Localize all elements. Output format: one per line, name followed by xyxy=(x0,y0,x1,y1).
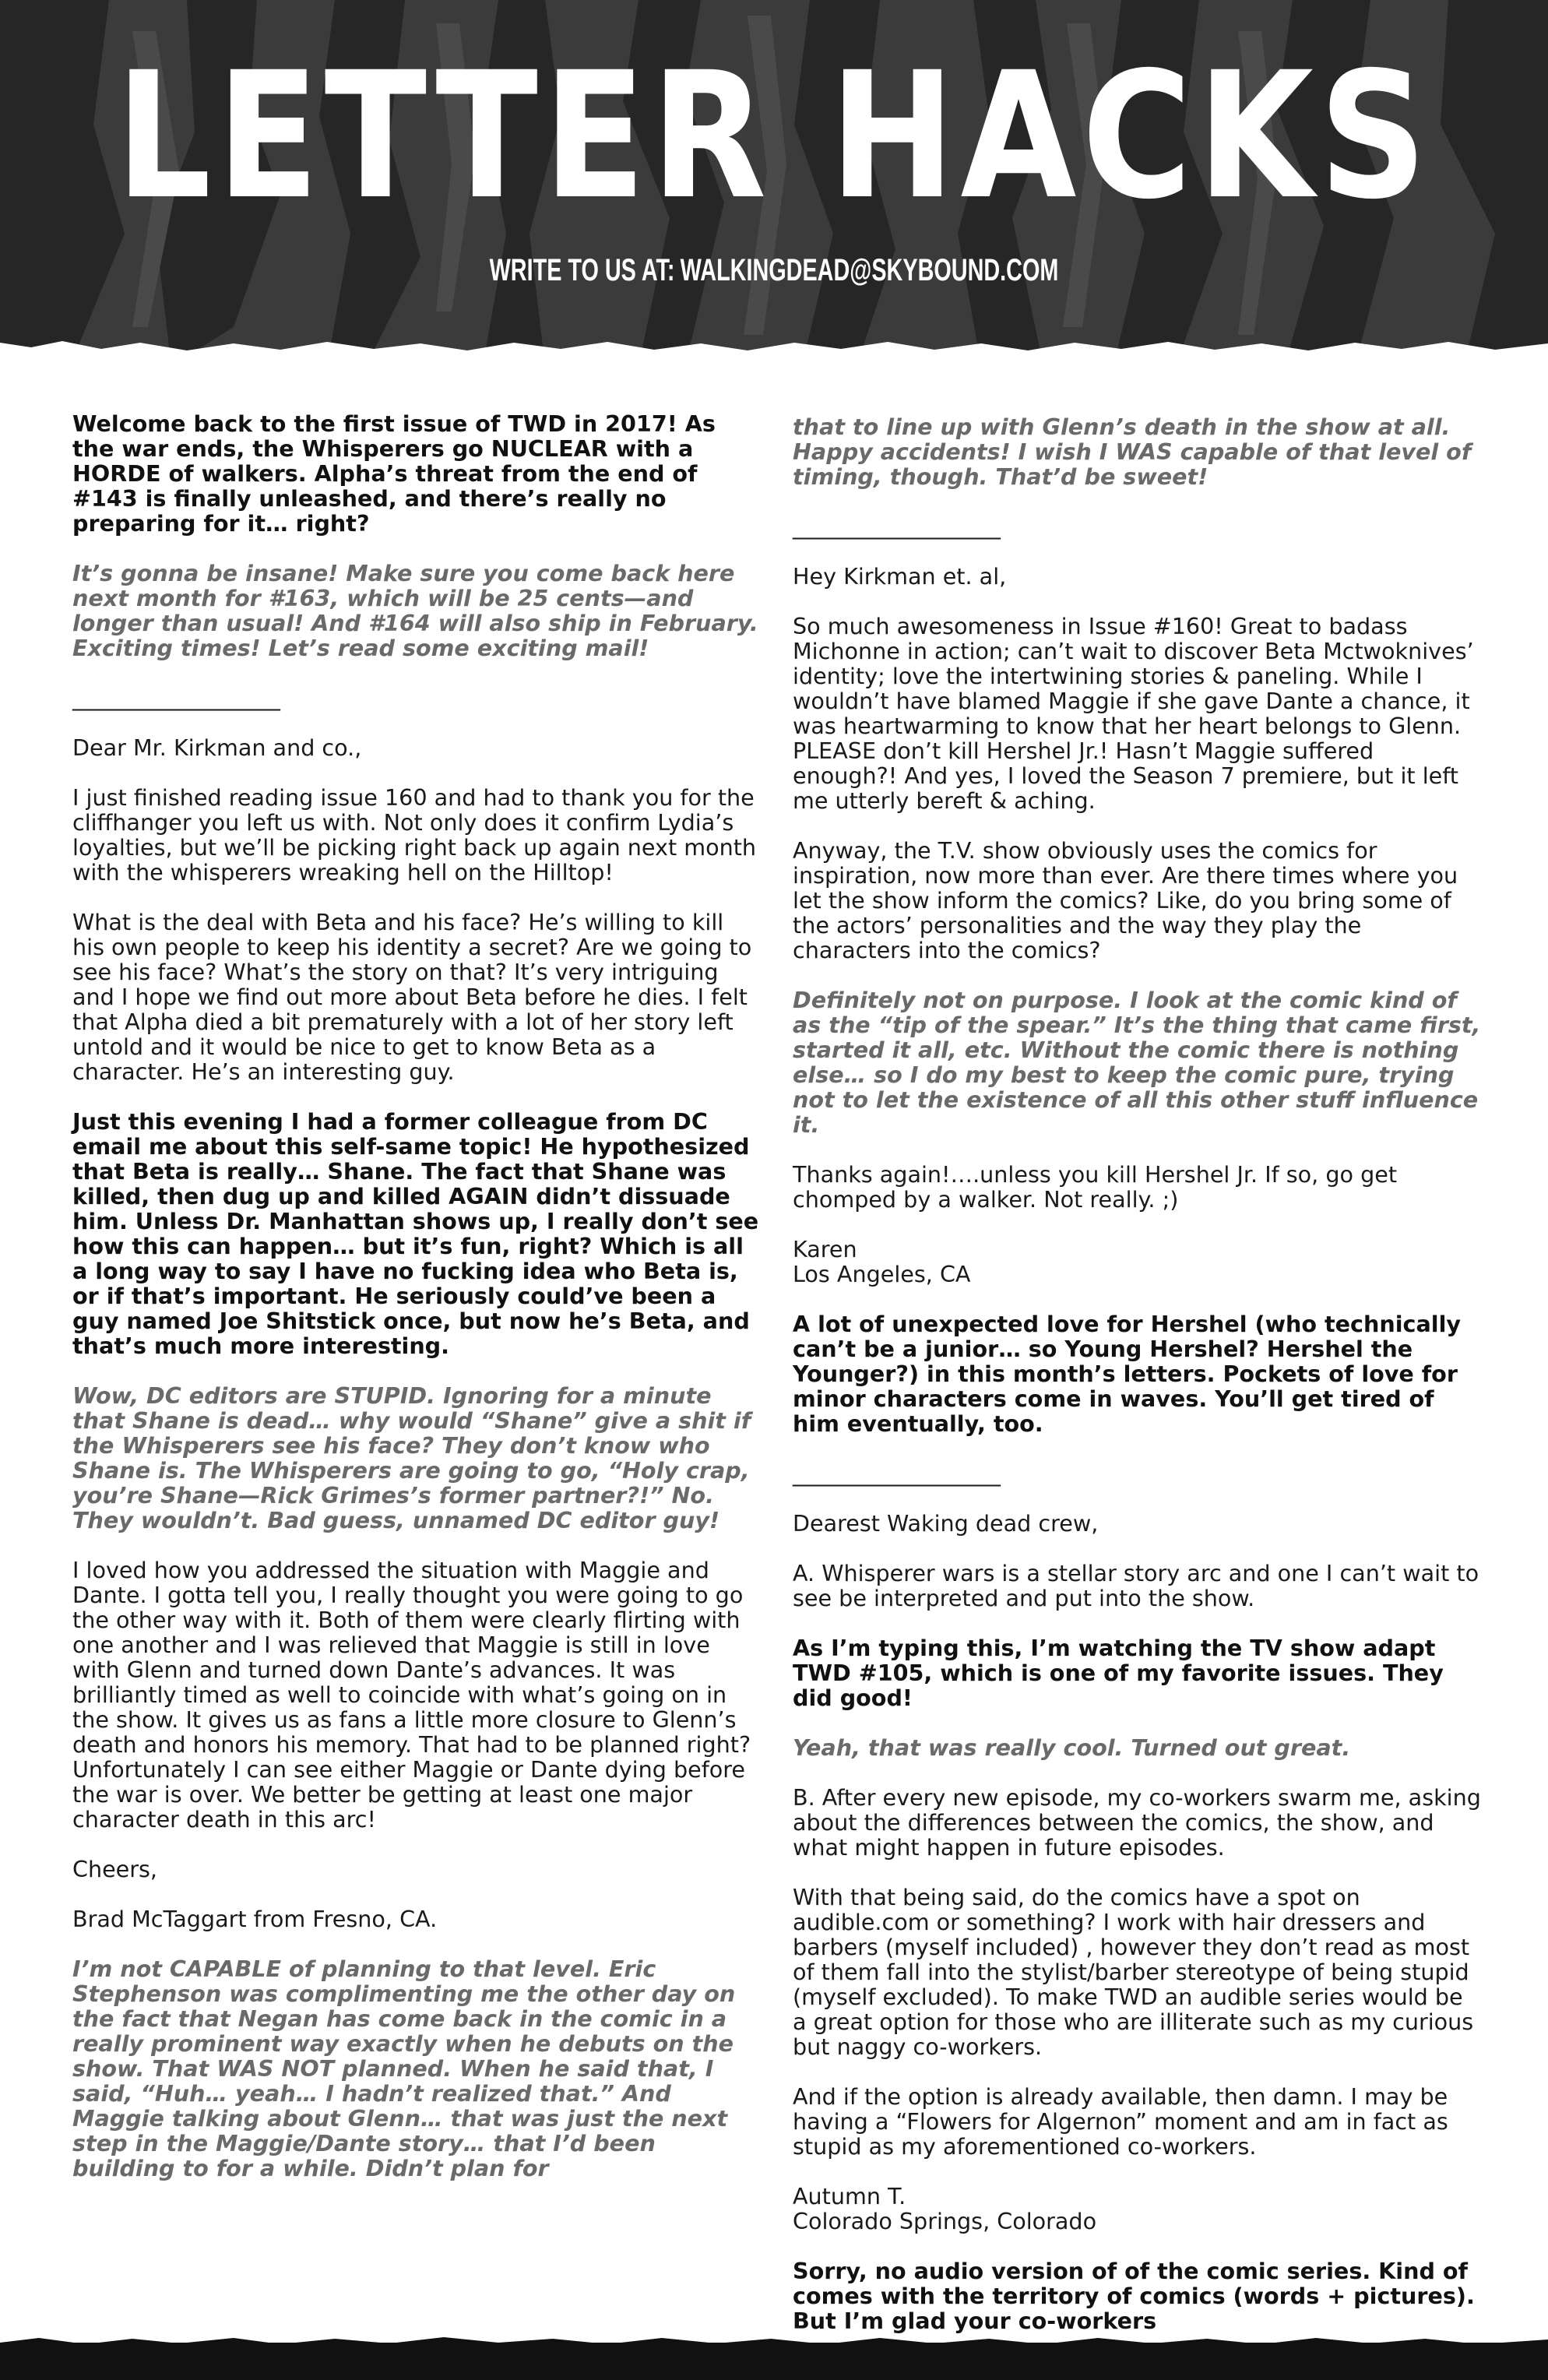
letter-paragraph: Anyway, the T.V. show obviously uses the comics for inspiration, now more than ever. Are there times where you let the show inform the comics? Like, do you bring some of the actors’ personalities and the way they play the characters into the comics? xyxy=(793,837,1458,963)
letter-paragraph: Brad McTaggart from Fresno, CA. xyxy=(72,1906,438,1932)
letter-paragraph: B. After every new episode, my co-workers swarm me, asking about the differences between the comics, the show, and what might happen in future episodes. xyxy=(793,1784,1481,1861)
letter-signature xyxy=(793,2184,1482,2234)
footer-ragged-edge xyxy=(0,2336,1548,2380)
letter-paragraph: Thanks again!….unless you kill Hershel Jr. If so, go get chomped by a walker. Not really. ;) xyxy=(793,1161,1398,1213)
editor-bold-reply: Sorry, no audio version of of the comic series. Kind of comes with the territory of comics (words + pictures). But I’m glad your co-workers xyxy=(793,2258,1475,2334)
editor-italic-reply: Yeah, that was really cool. Turned out great. xyxy=(793,1734,1351,1761)
letter-divider: ____________________ xyxy=(72,685,280,711)
letter-paragraph: With that being said, do the comics have a spot on audible.com or something? I work with hair dressers and barbers (myself included) , however they don’t read as most of them fall into the stylist/barber stereotype of being stupid (myself excluded). To make TWD an audible series would be a great option for those who are illiterate such as my curious but naggy co-workers. xyxy=(793,1884,1474,2060)
letter-paragraph: And if the option is already available, then damn. I may be having a “Flowers for Algernon” moment and am in fact as stupid as my aforementioned co-workers. xyxy=(793,2083,1448,2160)
letter-divider: ____________________ xyxy=(793,513,1000,540)
right-column xyxy=(793,414,1482,2358)
letter-paragraph: I just finished reading issue 160 and had to thank you for the cliffhanger you left us with. Not only does it confirm Lydia’s loyalties, but we’ll be picking right back up again next month with the whisperers wreaking hell on the Hilltop! xyxy=(72,784,757,885)
contact-email: WALKINGDEAD@SKYBOUND.COM xyxy=(680,253,1059,287)
letter-paragraph: So much awesomeness in Issue #160! Great to badass Michonne in action; can’t wait to discover Beta Mctwoknives’ identity; love the intertwining stories & paneling. While I wouldn’t have blamed Maggie if she gave Dante a chance, it was heartwarming to know that her heart belongs to Glenn. PLEASE don’t kill Hershel Jr.! Hasn’t Maggie suffered enough?! And yes, I loved the Season 7 premiere, but it left me utterly bereft & aching. xyxy=(793,613,1474,814)
masthead-banner xyxy=(0,0,1548,366)
contact-prefix: WRITE TO US AT: xyxy=(489,253,675,287)
contact-line xyxy=(216,251,1331,290)
signature-line: Los Angeles, CA xyxy=(793,1261,971,1287)
letter-paragraph: Hey Kirkman et. al, xyxy=(793,563,1007,590)
signature-line: Karen xyxy=(793,1236,857,1262)
letter-paragraph: Dear Mr. Kirkman and co., xyxy=(72,734,362,761)
editor-bold-reply: Welcome back to the first issue of TWD in 2017! As the war ends, the Whisperers go NUCLEAR with a HORDE of walkers. Alpha’s threat from the end of #143 is finally unleashed, and there’s really no preparing for it… right? xyxy=(72,410,716,537)
left-column xyxy=(72,411,762,2206)
editor-bold-reply: A lot of unexpected love for Hershel (who technically can’t be a junior… so Young Hershel? Hershel the Younger?) in this month’s letters. Pockets of love for minor characters come in waves. You’ll get tired of him eventually, too. xyxy=(793,1311,1462,1437)
editor-italic-reply: It’s gonna be insane! Make sure you come back here next month for #163, which will be 25 cents—and longer than usual! And #164 will also ship in February. Exciting times! Let’s read some exciting mail! xyxy=(72,560,758,661)
editor-bold-reply: Just this evening I had a former colleague from DC email me about this self-same topic! He hypothesized that Beta is really… Shane. The fact that Shane was killed, then dug up and killed AGAIN didn’t dissuade him. Unless Dr. Manhattan shows up, I really don’t see how this can happen… but it’s fun, right? Which is all a long way to say I have no fucking idea who Beta is, or if that’s important. He seriously could’ve been a guy named Joe Shitstick once, but now he’s Beta, and that’s much more interesting. xyxy=(72,1108,759,1359)
letter-paragraph: What is the deal with Beta and his face? He’s willing to kill his own people to keep his identity a secret? Are we going to see his face? What’s the story on that? It’s very intriguing and I hope we find out more about Beta before he dies. I felt that Alpha died a bit prematurely with a lot of her story left untold and it would be nice to get to know Beta as a character. He’s an interesting guy. xyxy=(72,909,752,1085)
footer-bar xyxy=(0,2343,1548,2380)
letter-paragraph: Dearest Waking dead crew, xyxy=(793,1510,1099,1537)
letter-paragraph: A. Whisperer wars is a stellar story arc and one I can’t wait to see be interpreted and put into the show. xyxy=(793,1560,1479,1611)
letter-paragraph: I loved how you addressed the situation with Maggie and Dante. I gotta tell you, I really thought you were going to go the other way with it. Both of them were clearly flirting with one another and I was relieved that Maggie is still in love with Glenn and turned down Dante’s advances. It was brilliantly timed as well to coincide with what’s going on in the show. It gives us as fans a little more closure to Glenn’s death and honors his memory. That had to be planned right? Unfortunately I can see either Maggie or Dante dying before the war is over. We better be getting at least one major character death in this arc! xyxy=(72,1557,751,1833)
letter-paragraph: Cheers, xyxy=(72,1856,158,1882)
editor-italic-reply: Wow, DC editors are STUPID. Ignoring for a minute that Shane is dead… why would “Shane” give a shit if the Whisperers see his face? They don’t know who Shane is. The Whisperers are going to go, “Holy crap, you’re Shane—Rick Grimes’s former partner?!” No. They wouldn’t. Bad guess, unnamed DC editor guy! xyxy=(72,1382,751,1533)
editor-italic-reply: I’m not CAPABLE of planning to that level. Eric Stephenson was complimenting me the other day on the fact that Negan has come back in the comic in a really prominent way exactly when he debuts on the show. That WAS NOT planned. When he said that, I said, “Huh… yeah… I hadn’t realized that.” And Maggie talking about Glenn… that was just the next step in the Maggie/Dante story… that I’d been building to for a while. Didn’t plan for xyxy=(72,1956,736,2181)
letter-divider: ____________________ xyxy=(793,1460,1000,1487)
page-title: LETTER HACKS xyxy=(115,34,1433,238)
editor-italic-reply: that to line up with Glenn’s death in the show at all. Happy accidents! I wish I WAS capable of that level of timing, though. That’d be sweet! xyxy=(793,414,1472,490)
editor-bold-reply: As I’m typing this, I’m watching the TV show adapt TWD #105, which is one of my favorite issues. They did good! xyxy=(793,1635,1444,1711)
editor-italic-reply: Definitely not on purpose. I look at the comic kind of as the “tip of the spear.” It’s the thing that came first, started it all, etc. Without the comic there is nothing else… so I do my best to keep the comic pure, trying not to let the existence of all this other stuff influence it. xyxy=(793,987,1481,1138)
signature-line: Colorado Springs, Colorado xyxy=(793,2208,1097,2234)
letter-signature xyxy=(793,1237,1482,1287)
signature-line: Autumn T. xyxy=(793,2183,906,2209)
